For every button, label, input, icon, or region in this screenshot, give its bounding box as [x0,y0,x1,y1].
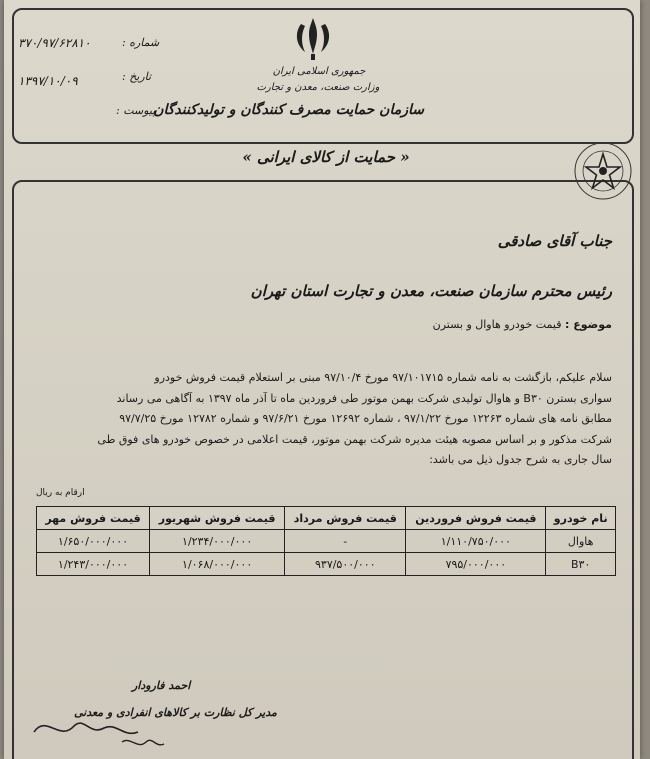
signatory-title: مدیر کل نظارت بر کالاهای انفرادی و معدنی [74,706,277,719]
column-header: نام خودرو [546,507,616,530]
date-label: تاریخ : [122,70,152,83]
subject-label: موضوع : [565,318,612,331]
number-value: ۳۷۰/۹۷/۶۲۸۱۰ [18,36,91,50]
table-cell: ۹۳۷/۵۰۰/۰۰۰ [285,553,406,576]
column-header: قیمت فروش مهر [37,507,150,530]
paragraph-line: سواری بسترن B۳۰ و هاوال تولیدی شرکت بهمن موتور طی فروردین ماه تا آذر ماه ۱۳۹۷ به آگاهی می رساند [116,391,612,405]
column-header: قیمت فروش مرداد [285,507,406,530]
column-header: قیمت فروش شهریور [150,507,285,530]
table-row [37,530,616,553]
table-cell: هاوال [546,530,616,553]
slogan: « حمایت از کالای ایرانی » [242,148,410,166]
paragraph-line: مطابق نامه های شماره ۱۲۲۶۳ مورخ ۹۷/۱/۲۲ ، شماره ۱۲۶۹۲ مورخ ۹۷/۶/۲۱ و شماره ۱۲۷۸۲ مورخ ۹۷/۷/۲۵ [119,412,612,425]
subject-line [433,318,612,331]
handwritten-signature [26,692,186,756]
number-label: شماره : [122,36,160,49]
iran-emblem-icon [291,14,335,62]
letter-paragraph [24,368,612,471]
paragraph-line: سلام علیکم، بازگشت به نامه شماره ۹۷/۱۰۱۷۱۵ مورخ ۹۷/۱۰/۴ مبنی بر استعلام قیمت فروش خودرو [154,371,612,384]
letter-page [4,0,640,759]
table-cell: ۱/۶۵۰/۰۰۰/۰۰۰ [37,530,150,553]
ministry-heading: وزارت صنعت، معدن و تجارت [256,82,380,93]
subject-value: قیمت خودرو هاوال و بسترن [432,318,562,331]
date-value: ۱۳۹۷/۱۰/۰۹ [18,74,78,88]
organization-heading: سازمان حمایت مصرف کنندگان و تولیدکنندگان [153,102,424,118]
attachment-label: پیوست : [116,104,156,117]
table-cell: ۱/۱۱۰/۷۵۰/۰۰۰ [406,530,546,553]
paragraph-line: شرکت مذکور و بر اساس مصوبه هیئت مدیره شرکت بهمن موتور، قیمت اعلامی در خصوص خودرو های فوق طی [97,432,612,446]
units-note: ارقام به ریال [36,488,85,498]
table-cell: B۳۰ [546,553,616,576]
table-cell: ۱/۲۴۳/۰۰۰/۰۰۰ [37,553,150,576]
table-cell: ۱/۲۳۴/۰۰۰/۰۰۰ [150,530,285,553]
table-header-row [37,507,616,530]
column-header: قیمت فروش فروردین [406,507,546,530]
table-cell: ۱/۰۶۸/۰۰۰/۰۰۰ [150,553,285,576]
consumer-protection-logo-icon [572,140,634,202]
table-cell: ۷۹۵/۰۰۰/۰۰۰ [406,553,546,576]
republic-heading: جمهوری اسلامی ایران [272,66,366,77]
addressee-name: جناب آقای صادقی [497,232,612,250]
table-cell: - [285,530,406,553]
addressee-title: رئیس محترم سازمان صنعت، معدن و تجارت استان تهران [250,282,612,300]
table-row [37,553,616,576]
price-table [36,506,616,576]
signatory-name: احمد فارودار [132,679,191,692]
paragraph-line: سال جاری به شرح جدول ذیل می باشد: [429,453,612,466]
